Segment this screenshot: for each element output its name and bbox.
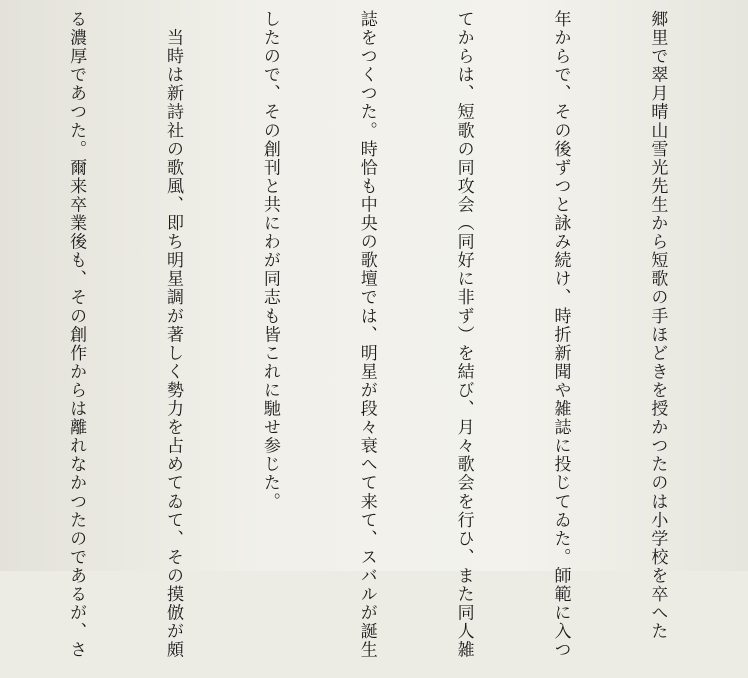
text-line: 当時は新詩社の歌風、即ち明星調が著しく勢力を占めてゐて、その摸倣が頗 [162,10,183,660]
text-line: 年からで、その後ずつと詠み続け、時折新聞や雑誌に投じてゐた。師範に入つ [550,10,571,660]
text-line: 誌をつくつた。時恰も中央の歌壇では、明星が段々衰へて来て、スバルが誕生 [356,10,377,660]
text-line: る濃厚であつた。爾来卒業後も、その創作からは離れなかつたのであるが、さ [66,10,87,660]
text-line: 郷里で翠月晴山雪光先生から短歌の手ほどきを授かつたのは小学校を卒へた [647,10,668,641]
text-line: てからは、短歌の同攻会（同好に非ず）を結び、月々歌会を行ひ、また同人雑 [453,10,474,660]
text-line: したので、その創刊と共にわが同志も皆これに馳せ参じた。 [259,10,280,511]
vertical-text-body [0,10,738,660]
